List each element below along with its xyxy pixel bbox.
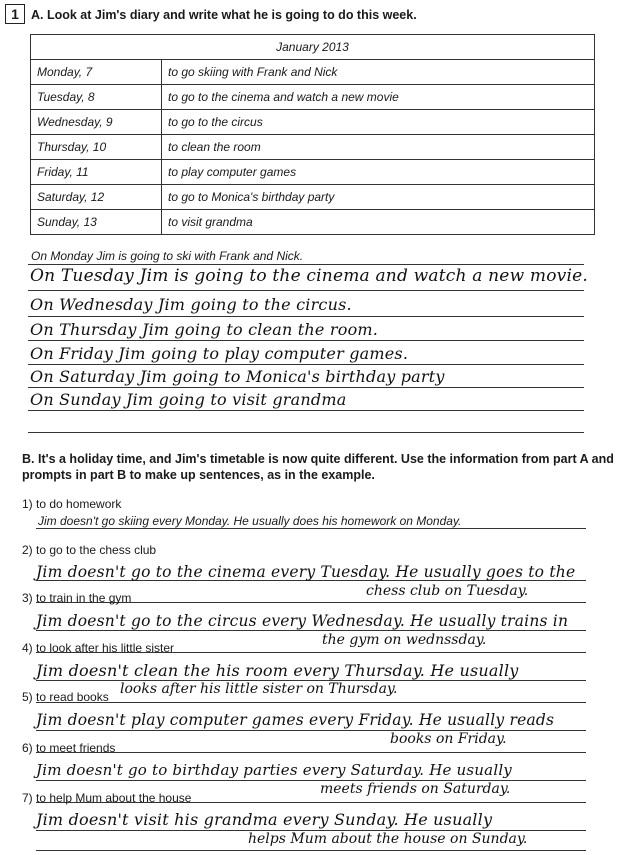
writing-line	[28, 340, 584, 341]
table-title: January 2013	[31, 35, 595, 60]
table-row	[31, 60, 595, 85]
handwritten-answer: Jim doesn't visit his grandma every Sunday. He usually	[36, 810, 493, 829]
table-row	[31, 160, 595, 185]
handwritten-answer: Jim doesn't play computer games every Friday. He usually reads	[36, 711, 555, 729]
diary-table	[30, 34, 595, 235]
writing-line	[36, 752, 586, 753]
day-cell: Monday, 7	[31, 60, 162, 85]
plan-cell: to go to the circus	[162, 110, 595, 135]
table-row	[31, 110, 595, 135]
prompt-item: 3) to train in the gym	[22, 591, 132, 605]
prompt-item: 7) to help Mum about the house	[22, 791, 192, 805]
part-a-instruction: A. Look at Jim's diary and write what he is going to do this week.	[31, 8, 417, 22]
part-b-instruction: B. It's a holiday time, and Jim's timetable is now quite different. Use the information from part A and prompts in part B to make up sentences, as in the example.	[22, 452, 614, 482]
handwritten-answer-continued: looks after his little sister on Thursday.	[120, 681, 398, 697]
handwritten-answer-continued: helps Mum about the house on Sunday.	[248, 831, 528, 847]
plan-cell: to play computer games	[162, 160, 595, 185]
exercise-number: 1	[5, 4, 25, 24]
prompt-item: 1) to do homework	[22, 497, 122, 511]
writing-line	[36, 702, 586, 703]
plan-cell: to clean the room	[162, 135, 595, 160]
table-header-row	[31, 35, 595, 60]
plan-cell: to go to Monica's birthday party	[162, 185, 595, 210]
handwritten-answer: Jim doesn't go to the cinema every Tuesday. He usually goes to the	[36, 563, 576, 581]
handwritten-answer: On Tuesday Jim is going to the cinema and watch a new movie.	[30, 266, 588, 286]
prompt-item: 4) to look after his little sister	[22, 641, 175, 655]
handwritten-answer: On Sunday Jim going to visit grandma	[30, 390, 347, 409]
table-row	[31, 135, 595, 160]
handwritten-answer: On Wednesday Jim going to the circus.	[30, 295, 352, 314]
writing-line	[36, 630, 586, 631]
writing-line	[28, 316, 584, 317]
plan-cell: to go skiing with Frank and Nick	[162, 60, 595, 85]
part-b-example: Jim doesn't go skiing every Monday. He usually does his homework on Monday.	[38, 514, 462, 528]
writing-line	[28, 410, 584, 411]
handwritten-answer: Jim doesn't go to birthday parties every Saturday. He usually	[36, 761, 512, 779]
handwritten-answer-continued: meets friends on Saturday.	[320, 781, 511, 797]
writing-line	[28, 364, 584, 365]
prompt-item: 2) to go to the chess club	[22, 543, 157, 557]
day-cell: Sunday, 13	[31, 210, 162, 235]
handwritten-answer-continued: the gym on wednssday.	[322, 632, 487, 648]
day-cell: Thursday, 10	[31, 135, 162, 160]
table-row	[31, 185, 595, 210]
table-row	[31, 210, 595, 235]
day-cell: Saturday, 12	[31, 185, 162, 210]
plan-cell: to visit grandma	[162, 210, 595, 235]
prompt-item: 5) to read books	[22, 690, 109, 704]
handwritten-answer: On Friday Jim going to play computer games.	[30, 344, 409, 363]
prompt-item: 6) to meet friends	[22, 741, 116, 755]
writing-line	[28, 290, 584, 291]
writing-line	[28, 387, 584, 388]
handwritten-answer-continued: chess club on Tuesday.	[366, 583, 529, 599]
writing-line	[28, 432, 584, 433]
writing-line	[28, 264, 584, 265]
day-cell: Tuesday, 8	[31, 85, 162, 110]
handwritten-answer: Jim doesn't clean the his room every Thursday. He usually	[36, 661, 519, 680]
day-cell: Friday, 11	[31, 160, 162, 185]
handwritten-answer: On Saturday Jim going to Monica's birthday party	[30, 367, 445, 386]
handwritten-answer: Jim doesn't go to the circus every Wednesday. He usually trains in	[36, 612, 569, 630]
writing-line	[36, 850, 586, 851]
plan-cell: to go to the cinema and watch a new movie	[162, 85, 595, 110]
part-a-example: On Monday Jim is going to ski with Frank and Nick.	[31, 249, 304, 263]
handwritten-answer: On Thursday Jim going to clean the room.	[30, 320, 379, 339]
day-cell: Wednesday, 9	[31, 110, 162, 135]
table-row	[31, 85, 595, 110]
handwritten-answer-continued: books on Friday.	[390, 731, 507, 747]
writing-line	[36, 528, 586, 529]
